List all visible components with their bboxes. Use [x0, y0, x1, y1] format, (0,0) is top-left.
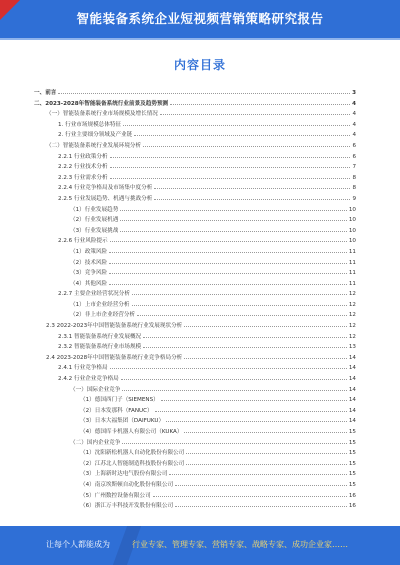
toc-entry-text: 二、2023-2028年智能装备系统行业前景及趋势预测 [34, 100, 169, 107]
toc-page-number: 12 [348, 333, 356, 340]
toc-leader-dots [143, 330, 347, 338]
toc-page-number: 15 [348, 460, 356, 467]
toc-leader-dots [122, 436, 347, 444]
toc-entry-text: （2）江苏北人智能制造科技股份有限公司 [80, 460, 185, 467]
toc-page-number: 15 [348, 450, 356, 457]
toc-entry-text: （3）行业发展挑战 [70, 227, 119, 234]
toc-entry-text: 2.2.3 行业需求分析 [58, 174, 108, 181]
toc-entry[interactable] [34, 425, 356, 436]
toc-entry-text: 2.2.1 行业政策分析 [58, 153, 108, 160]
header-divider [0, 38, 400, 40]
toc-entry-text: 2.3 2022-2023年中国智能装备系统行业发展现状分析 [46, 323, 183, 330]
toc-page-number: 6 [352, 142, 356, 149]
toc-entry[interactable] [34, 330, 356, 341]
toc-entry-text: （2）技术风险 [70, 259, 108, 266]
toc-entry[interactable] [34, 203, 356, 214]
footer-slogan-right: 行业专家、管理专家、营销专家、战略专家、成功企业家…… [132, 540, 348, 549]
toc-entry[interactable] [34, 351, 356, 362]
toc-entry[interactable] [34, 319, 356, 330]
toc-entry[interactable] [34, 467, 356, 478]
footer-slogan-left: 让每个人都能成为 [46, 540, 110, 549]
toc-entry-text: （1）德国西门子（SIEMENS） [80, 397, 159, 404]
toc-entry-text: 2.3.1 智能装备系统行业发展概况 [58, 333, 142, 340]
toc-leader-dots [134, 128, 350, 136]
toc-entry-text: （2）非上市企业经营分析 [70, 312, 136, 319]
toc-leader-dots [184, 425, 346, 433]
toc-leader-dots [169, 467, 346, 475]
toc-leader-dots [120, 203, 347, 211]
toc-entry[interactable] [34, 224, 356, 235]
toc-entry[interactable] [34, 139, 356, 150]
toc-leader-dots [186, 446, 347, 454]
toc-page-number: 16 [348, 492, 356, 499]
toc-entry-text: 2.2.5 行业发展趋势、机遇与挑战分析 [58, 195, 153, 202]
toc-entry[interactable] [34, 181, 356, 192]
toc-leader-dots [120, 224, 347, 232]
toc-entry-text: （3）竞争风险 [70, 270, 108, 277]
toc-entry-text: 一、前言 [34, 90, 57, 96]
toc-heading: 内容目录 [173, 58, 226, 72]
toc-leader-dots [161, 393, 347, 401]
toc-entry[interactable] [34, 404, 356, 415]
toc-entry-text: 2.2.2 行业技术分析 [58, 164, 108, 171]
toc-leader-dots [153, 489, 347, 497]
toc-page-number: 8 [352, 174, 356, 181]
toc-entry-text: （6）浙江万丰科技开发股份有限公司 [80, 503, 174, 510]
toc-entry[interactable] [34, 266, 356, 277]
toc-entry[interactable] [34, 256, 356, 267]
toc-leader-dots [109, 266, 347, 274]
toc-entry[interactable] [34, 213, 356, 224]
toc-page-number: 14 [348, 365, 356, 372]
toc-page-number: 4 [352, 111, 356, 118]
toc-leader-dots [110, 361, 347, 369]
toc-leader-dots [132, 298, 347, 306]
toc-page-number: 14 [348, 386, 356, 393]
toc-entry[interactable] [34, 86, 356, 97]
toc-entry[interactable] [34, 234, 356, 245]
toc-leader-dots [155, 404, 347, 412]
toc-leader-dots [110, 160, 351, 168]
toc-entry[interactable] [34, 160, 356, 171]
toc-entry-text: 2.4.2 行业企业竞争格局 [58, 376, 119, 383]
toc-page-number: 15 [348, 439, 356, 446]
toc-entry-text: （4）其他风险 [70, 280, 108, 287]
toc-page-number: 14 [348, 376, 356, 383]
toc-page-number: 10 [348, 217, 356, 224]
toc-leader-dots [154, 192, 350, 200]
toc-entry-text: （1）政策风险 [70, 248, 108, 255]
toc-leader-dots [132, 287, 347, 295]
toc-page-number: 14 [348, 354, 356, 361]
toc-leader-dots [110, 171, 351, 179]
toc-entry[interactable] [34, 128, 356, 139]
toc-entry-text: （1）上市企业经营分析 [70, 301, 130, 308]
toc-entry-text: （2）日本发那科（FANUC） [80, 407, 153, 414]
toc-entry[interactable] [34, 107, 356, 118]
toc-page-number: 6 [352, 153, 356, 160]
toc-page-number: 10 [348, 227, 356, 234]
table-of-contents [34, 86, 356, 510]
toc-entry-text: （4）南京埃斯顿自动化股份有限公司 [80, 481, 174, 488]
toc-entry-text: （一）智能装备系统行业市场规模及增长情况 [46, 111, 158, 118]
toc-entry[interactable] [34, 436, 356, 447]
toc-page-number: 14 [348, 418, 356, 425]
toc-entry[interactable] [34, 298, 356, 309]
toc-page-number: 16 [348, 503, 356, 510]
toc-leader-dots [184, 351, 347, 359]
toc-entry[interactable] [34, 192, 356, 203]
toc-entry[interactable] [34, 446, 356, 457]
toc-leader-dots [58, 86, 350, 94]
toc-leader-dots [184, 319, 347, 327]
toc-entry[interactable] [34, 478, 356, 489]
toc-leader-dots [166, 414, 347, 422]
toc-page-number: 7 [352, 164, 356, 171]
toc-entry-text: 2.2.7 主要企业经营状况分析 [58, 291, 130, 298]
toc-page-number: 11 [348, 280, 356, 287]
toc-page-number: 8 [352, 185, 356, 192]
toc-leader-dots [110, 150, 351, 158]
toc-entry[interactable] [34, 171, 356, 182]
toc-entry[interactable] [34, 457, 356, 468]
toc-leader-dots [143, 139, 350, 147]
toc-page-number: 10 [348, 238, 356, 245]
toc-page-number: 11 [348, 270, 356, 277]
toc-leader-dots [122, 383, 347, 391]
toc-entry[interactable] [34, 118, 356, 129]
toc-leader-dots [143, 340, 347, 348]
toc-entry-text: （二）国内企业竞争 [70, 439, 121, 446]
toc-leader-dots [137, 308, 347, 316]
toc-entry-text: 2.2.4 行业竞争格局及市场集中度分析 [58, 185, 153, 192]
toc-leader-dots [120, 213, 347, 221]
toc-entry[interactable] [34, 340, 356, 351]
toc-entry-text: （一）国际企业竞争 [70, 386, 121, 393]
toc-entry-text: （2）行业发展机遇 [70, 217, 119, 224]
toc-page-number: 11 [348, 259, 356, 266]
toc-page-number: 4 [352, 132, 356, 139]
toc-leader-dots [121, 372, 347, 380]
toc-leader-dots [109, 277, 347, 285]
toc-leader-dots [175, 478, 347, 486]
toc-entry[interactable] [34, 277, 356, 288]
toc-entry-text: 2.4.1 行业竞争格局 [58, 365, 108, 372]
toc-leader-dots [160, 107, 351, 115]
toc-page-number: 13 [348, 344, 356, 351]
toc-entry[interactable] [34, 361, 356, 372]
toc-page-number: 15 [348, 481, 356, 488]
toc-page-number: 12 [348, 323, 356, 330]
toc-entry-text: （3）日本大福集团（DAIFUKU） [80, 418, 165, 425]
toc-entry-text: 2.3.2 智能装备系统行业市场规模 [58, 344, 142, 351]
toc-page-number: 10 [348, 206, 356, 213]
toc-entry-text: （5）广州数控设备有限公司 [80, 492, 151, 499]
toc-leader-dots [110, 234, 347, 242]
toc-leader-dots [109, 256, 347, 264]
toc-entry-text: 2.4 2023-2028年中国智能装备系统行业竞争格局分析 [46, 354, 183, 361]
toc-leader-dots [186, 457, 347, 465]
toc-page-number: 12 [348, 301, 356, 308]
toc-leader-dots [175, 499, 347, 507]
toc-page-number: 15 [348, 471, 356, 478]
toc-page-number: 9 [352, 195, 356, 202]
toc-page-number: 14 [348, 397, 356, 404]
toc-page-number: 3 [352, 90, 356, 96]
toc-page-number: 4 [352, 121, 356, 128]
toc-entry[interactable] [34, 414, 356, 425]
toc-entry[interactable] [34, 97, 356, 108]
toc-entry[interactable] [34, 393, 356, 404]
toc-entry-text: （3）上海新时达电气股份有限公司 [80, 471, 168, 478]
toc-entry[interactable] [34, 499, 356, 510]
toc-page-number: 15 [348, 429, 356, 435]
report-title: 智能装备系统企业短视频营销策略研究报告 [76, 11, 324, 26]
toc-entry-text: （1）行业发展趋势 [70, 206, 119, 213]
toc-entry-text: （二）智能装备系统行业发展环境分析 [46, 142, 142, 149]
page-header [0, 0, 400, 38]
toc-entry-text: 1. 行业市场规模总体特征 [58, 121, 122, 128]
toc-entry[interactable] [34, 489, 356, 500]
toc-entry[interactable] [34, 383, 356, 394]
toc-leader-dots [154, 181, 350, 189]
toc-page-number: 14 [348, 407, 356, 414]
toc-leader-dots [109, 245, 347, 253]
toc-page-number: 4 [352, 100, 356, 107]
toc-entry[interactable] [34, 372, 356, 383]
toc-entry[interactable] [34, 308, 356, 319]
toc-page-number: 11 [348, 248, 356, 255]
toc-entry-text: （4）德国库卡机器人有限公司（KUKA） [80, 429, 183, 435]
toc-leader-dots [123, 118, 350, 126]
toc-entry[interactable] [34, 245, 356, 256]
toc-entry[interactable] [34, 150, 356, 161]
toc-page-number: 12 [348, 312, 356, 319]
page-footer [0, 526, 400, 565]
toc-entry[interactable] [34, 287, 356, 298]
toc-page-number: 12 [348, 291, 356, 298]
toc-entry-text: （1）沈阳新松机器人自动化股份有限公司 [80, 450, 185, 457]
toc-entry-text: 2.2.6 行业风险提示 [58, 238, 108, 245]
toc-entry-text: 2. 行业主要细分领域及产业链 [58, 132, 133, 139]
toc-leader-dots [170, 97, 350, 105]
